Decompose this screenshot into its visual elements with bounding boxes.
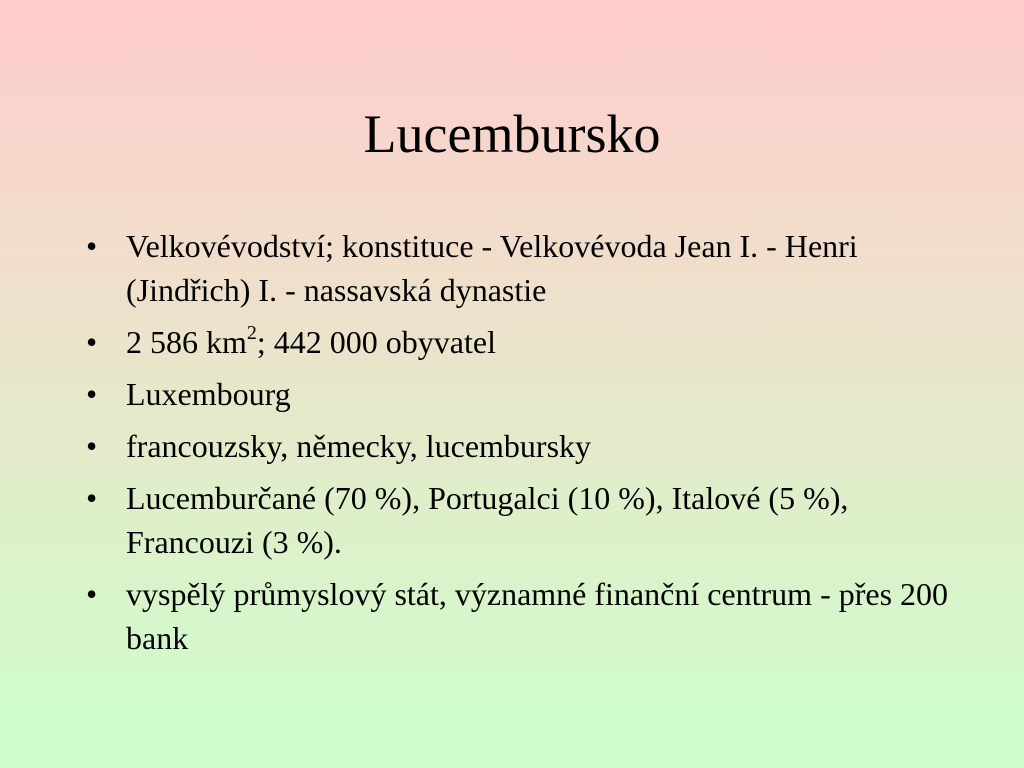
bullet-text: francouzsky, německy, lucembursky (126, 428, 592, 464)
bullet-icon: • (86, 228, 98, 264)
bullet-icon: • (86, 376, 98, 412)
bullet-icon: • (86, 576, 98, 612)
population-value: ; 442 000 obyvatel (256, 324, 496, 360)
bullet-item-government (82, 224, 972, 312)
area-unit-superscript: 2 (246, 322, 257, 345)
bullet-icon: • (86, 324, 98, 360)
bullet-text: Luxembourg (126, 376, 291, 412)
area-value: 2 586 km (126, 324, 247, 360)
bullet-text: vyspělý průmyslový stát, významné finanční centrum - přes 200 bank (126, 576, 949, 656)
bullet-item-ethnic-groups (82, 476, 972, 564)
bullet-item-area-population (82, 320, 972, 364)
bullet-text: Velkovévodství; konstituce - Velkovévoda Jean I. - Henri (Jindřich) I. - nassavská dynastie (126, 228, 858, 308)
bullet-text (126, 324, 496, 360)
bullet-icon: • (86, 428, 98, 464)
bullet-item-capital (82, 372, 972, 416)
bullet-item-languages (82, 424, 972, 468)
slide-title: Lucembursko (363, 104, 661, 164)
bullet-list (82, 224, 972, 668)
bullet-icon: • (86, 480, 98, 516)
bullet-item-economy (82, 572, 972, 660)
bullet-text: Lucemburčané (70 %), Portugalci (10 %), Italové (5 %), Francouzi (3 %). (126, 480, 849, 560)
